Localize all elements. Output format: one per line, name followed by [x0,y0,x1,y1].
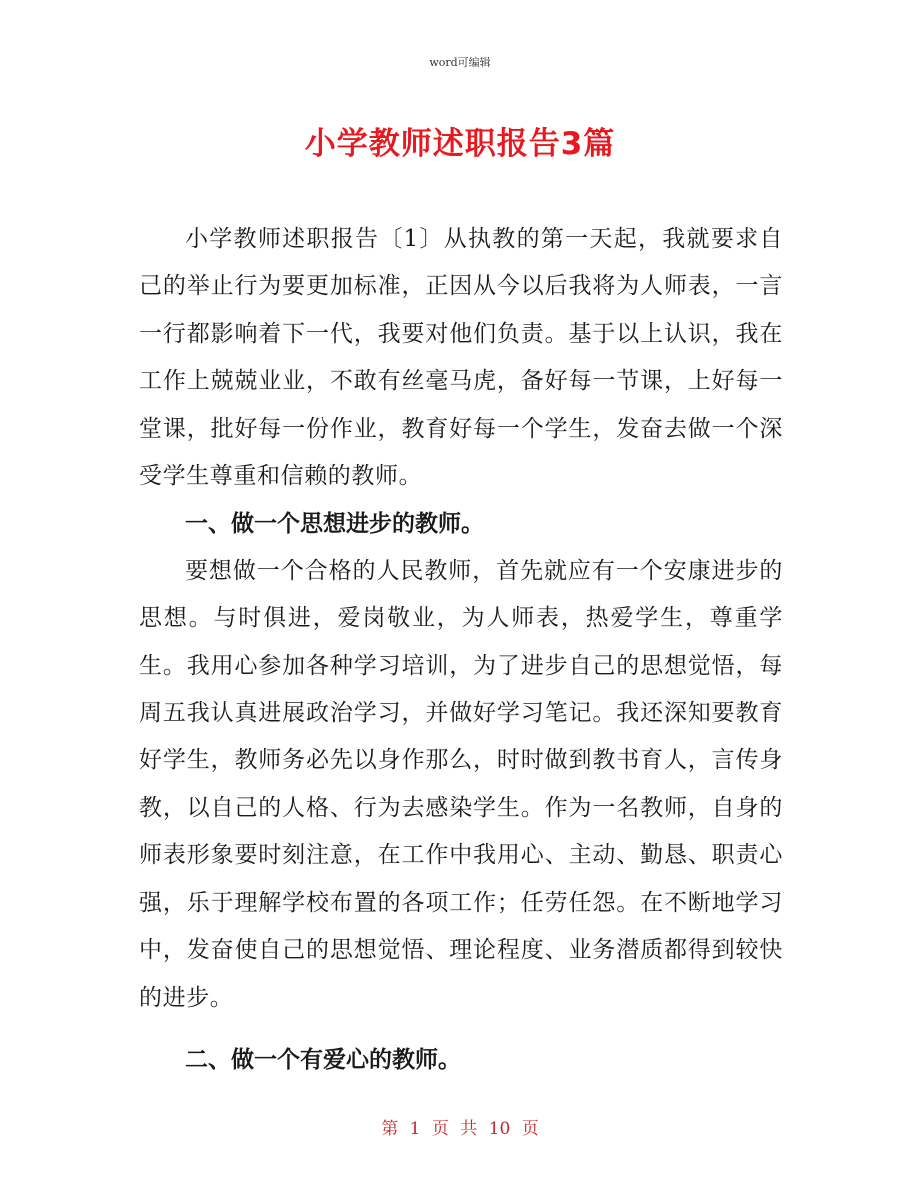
document-title: 小学教师述职报告3篇 [304,126,616,162]
paragraph-section-1: 要想做一个合格的人民教师，首先就应有一个安康进步的思想。与时俱进，爱岗敬业，为人师表，热爱学生，尊重学生。我用心参加各种学习培训，为了进步自己的思想觉悟，每周五我认真进展政治学习，并做好学习笔记。我还深知要教育好学生，教师务必先以身作那么，时时做到教书育人，言传身教，以自己的人格、行为去感染学生。作为一名教师，自身的师表形象要时刻注意，在工作中我用心、主动、勤恳、职责心强，乐于理解学校布置的各项工作；任劳任怨。在不断地学习中，发奋使自己的思想觉悟、理论程度、业务潜质都得到较快的进步。 [139,557,783,1011]
section-heading-1: 一、做一个思想进步的教师。 [185,510,484,538]
page-number-footer: 第 1 页 共 10 页 [381,1119,539,1139]
section-heading-2: 二、做一个有爱心的教师。 [185,1045,461,1073]
paragraph-intro: 小学教师述职报告〔1〕从执教的第一天起，我就要求自己的举止行为要更加标准，正因从今以后我将为人师表，一言一行都影响着下一代，我要对他们负责。基于以上认识，我在工作上兢兢业业，不敢有丝毫马虎，备好每一节课，上好每一堂课，批好每一份作业，教育好每一个学生，发奋去做一个深受学生尊重和信赖的教师。 [139,226,783,490]
paragraph-spacer [139,1022,783,1036]
document-body [139,216,783,1083]
header-note: word可编辑 [429,56,491,69]
